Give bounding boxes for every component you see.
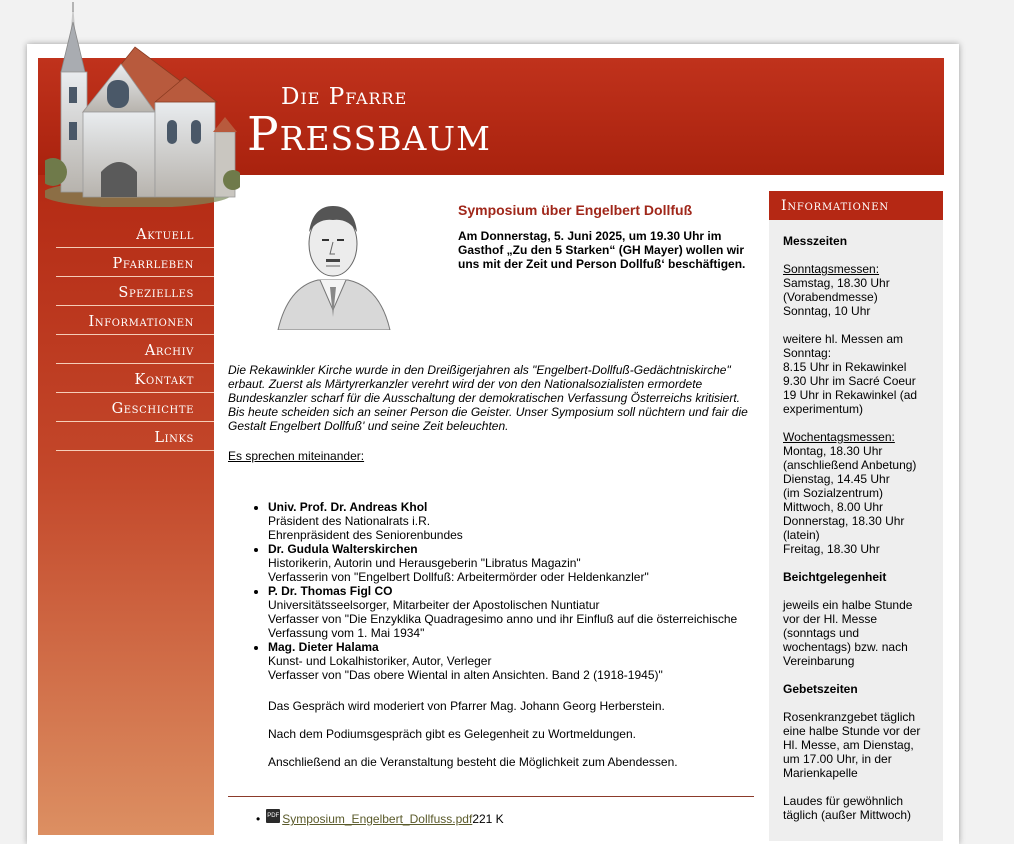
wochentag-line: (anschließend Anbetung): [783, 458, 917, 472]
info-body: [769, 220, 943, 822]
speaker-line: Präsident des Nationalrats i.R.: [268, 514, 431, 528]
beicht-heading: Beichtgelegenheit: [783, 570, 887, 584]
messzeiten-heading: Messzeiten: [783, 234, 848, 248]
moderation-text: Das Gespräch wird moderiert von Pfarrer Mag. Johann Georg Herberstein.: [268, 699, 665, 713]
site-title-big[interactable]: Pressbaum: [247, 107, 491, 162]
bullet: •: [256, 812, 261, 826]
speaker-name: • Univ. Prof. Dr. Andreas Khol: [268, 500, 428, 514]
nav-item-kontakt[interactable]: Kontakt: [38, 367, 214, 396]
info-sidebar: [769, 191, 943, 841]
nav-item-geschichte[interactable]: Geschichte: [38, 396, 214, 425]
wochentag-block: [783, 430, 929, 556]
weitere-line: 8.15 Uhr in Rekawinkel: [783, 360, 907, 374]
gebet-heading: Gebetszeiten: [783, 682, 858, 696]
church-logo[interactable]: [45, 2, 240, 207]
nav-item-informationen[interactable]: Informationen: [38, 309, 214, 338]
wochentag-line: Montag, 18.30 Uhr: [783, 444, 883, 458]
article-intro: Die Rekawinkler Kirche wurde in den Dreißigerjahren als "Engelbert-Dollfuß-Gedächtniskirche" erbaut. Zuerst als Märtyrerkanzler verehrt wird der von den Nationalsozialisten ermordete Bundeskanzler scharf für die Ausschaltung der demokratischen Verfassung Österreichs kritisiert. Bis heute scheiden sich an seiner Person die Geister. Unser Symposium soll nüchtern und fair die Gestalt Engelbert Dollfuß' und seine Zeit beleuchten.: [228, 363, 748, 433]
speaker-line: Verfasserin von "Engelbert Dollfuß: Arbeitermörder oder Heldenkanzler": [268, 570, 649, 584]
speaker-name: • Mag. Dieter Halama: [268, 640, 379, 654]
list-item: [268, 542, 768, 584]
sonntag-block: [783, 262, 929, 318]
wochentag-line: Dienstag, 14.45 Uhr: [783, 472, 890, 486]
speakers-list: [252, 500, 768, 682]
window-scrollbar[interactable]: [1005, 0, 1014, 831]
divider: [228, 796, 754, 797]
wochentag-label: Wochentagsmessen:: [783, 430, 895, 444]
article-lead: Am Donnerstag, 5. Juni 2025, um 19.30 Uhr im Gasthof „Zu den 5 Starken“ (GH Mayer) wollen wir uns mit der Zeit und Person Dollfuß‘ beschäftigen.: [458, 229, 746, 271]
nav-item-aktuell[interactable]: Aktuell: [38, 222, 214, 251]
list-item: [268, 584, 768, 640]
attachment-link[interactable]: Symposium_Engelbert_Dollfuss.pdf: [282, 812, 473, 826]
sonntag-line: (Vorabendmesse): [783, 290, 878, 304]
weitere-block: [783, 332, 929, 416]
speaker-line: Historikerin, Autorin und Herausgeberin "Libratus Magazin": [268, 556, 581, 570]
wochentag-line: Donnerstag, 18.30 Uhr: [783, 514, 905, 528]
gebet-text: Rosenkranzgebet täglich eine halbe Stunde vor der Hl. Messe, am Dienstag, um 17.00 Uhr, in der Marienkapelle: [783, 710, 921, 780]
wochentag-line: (im Sozialzentrum): [783, 486, 884, 500]
weitere-line: 9.30 Uhr im Sacré Coeur: [783, 374, 916, 388]
speaker-name: • P. Dr. Thomas Figl CO: [268, 584, 393, 598]
wochentag-line: (latein): [783, 528, 820, 542]
attachment-size: 221 K: [472, 812, 504, 826]
wochentag-line: Freitag, 18.30 Uhr: [783, 542, 880, 556]
nav-item-pfarrleben[interactable]: Pfarrleben: [38, 251, 214, 280]
speaker-line: Universitätsseelsorger, Mitarbeiter der Apostolischen Nuntiatur: [268, 598, 600, 612]
speakers-heading: Es sprechen miteinander:: [228, 449, 365, 463]
weitere-line: weitere hl. Messen am: [783, 332, 904, 346]
main-navigation: [38, 222, 214, 454]
wochentag-line: Mittwoch, 8.00 Uhr: [783, 500, 884, 514]
sonntag-label: Sonntagsmessen:: [783, 262, 880, 276]
sonntag-line: Samstag, 18.30 Uhr: [783, 276, 890, 290]
nav-item-spezielles[interactable]: Spezielles: [38, 280, 214, 309]
nav-item-archiv[interactable]: Archiv: [38, 338, 214, 367]
speaker-line: Verfasser von "Das obere Wiental in alten Ansichten. Band 2 (1918-1945)": [268, 668, 663, 682]
weitere-line: experimentum): [783, 402, 864, 416]
discussion-text: Nach dem Podiumsgespräch gibt es Gelegenheit zu Wortmeldungen.: [268, 727, 636, 741]
attachment-row: [256, 812, 504, 826]
list-item: [268, 640, 768, 682]
laudes-text: Laudes für gewöhnlich täglich (außer Mittwoch): [783, 794, 912, 822]
sonntag-line: Sonntag, 10 Uhr: [783, 304, 871, 318]
weitere-line: 19 Uhr in Rekawinkel (ad: [783, 388, 918, 402]
speaker-line: Verfasser von "Die Enzyklika Quadragesimo anno und ihr Einfluß auf die österreichische Verfassung vom 1. Mai 1934": [268, 612, 738, 640]
dollfuss-portrait: [268, 192, 398, 330]
speaker-line: Kunst- und Lokalhistoriker, Autor, Verleger: [268, 654, 492, 668]
nav-item-links[interactable]: Links: [38, 425, 214, 454]
site-title-small: Die Pfarre: [281, 84, 408, 110]
speaker-name: • Dr. Gudula Walterskirchen: [268, 542, 418, 556]
pdf-icon[interactable]: PDF: [266, 809, 280, 823]
speaker-line: Ehrenpräsident des Seniorenbundes: [268, 528, 463, 542]
dinner-text: Anschließend an die Veranstaltung besteht die Möglichkeit zum Abendessen.: [268, 755, 678, 769]
weitere-line: Sonntag:: [783, 346, 832, 360]
beicht-text: jeweils ein halbe Stunde vor der Hl. Messe (sonntags und wochentags) bzw. nach Vereinbarung: [783, 598, 913, 668]
article-title: Symposium über Engelbert Dollfuß: [458, 202, 693, 218]
info-heading: Informationen: [769, 191, 943, 220]
list-item: [268, 500, 768, 542]
